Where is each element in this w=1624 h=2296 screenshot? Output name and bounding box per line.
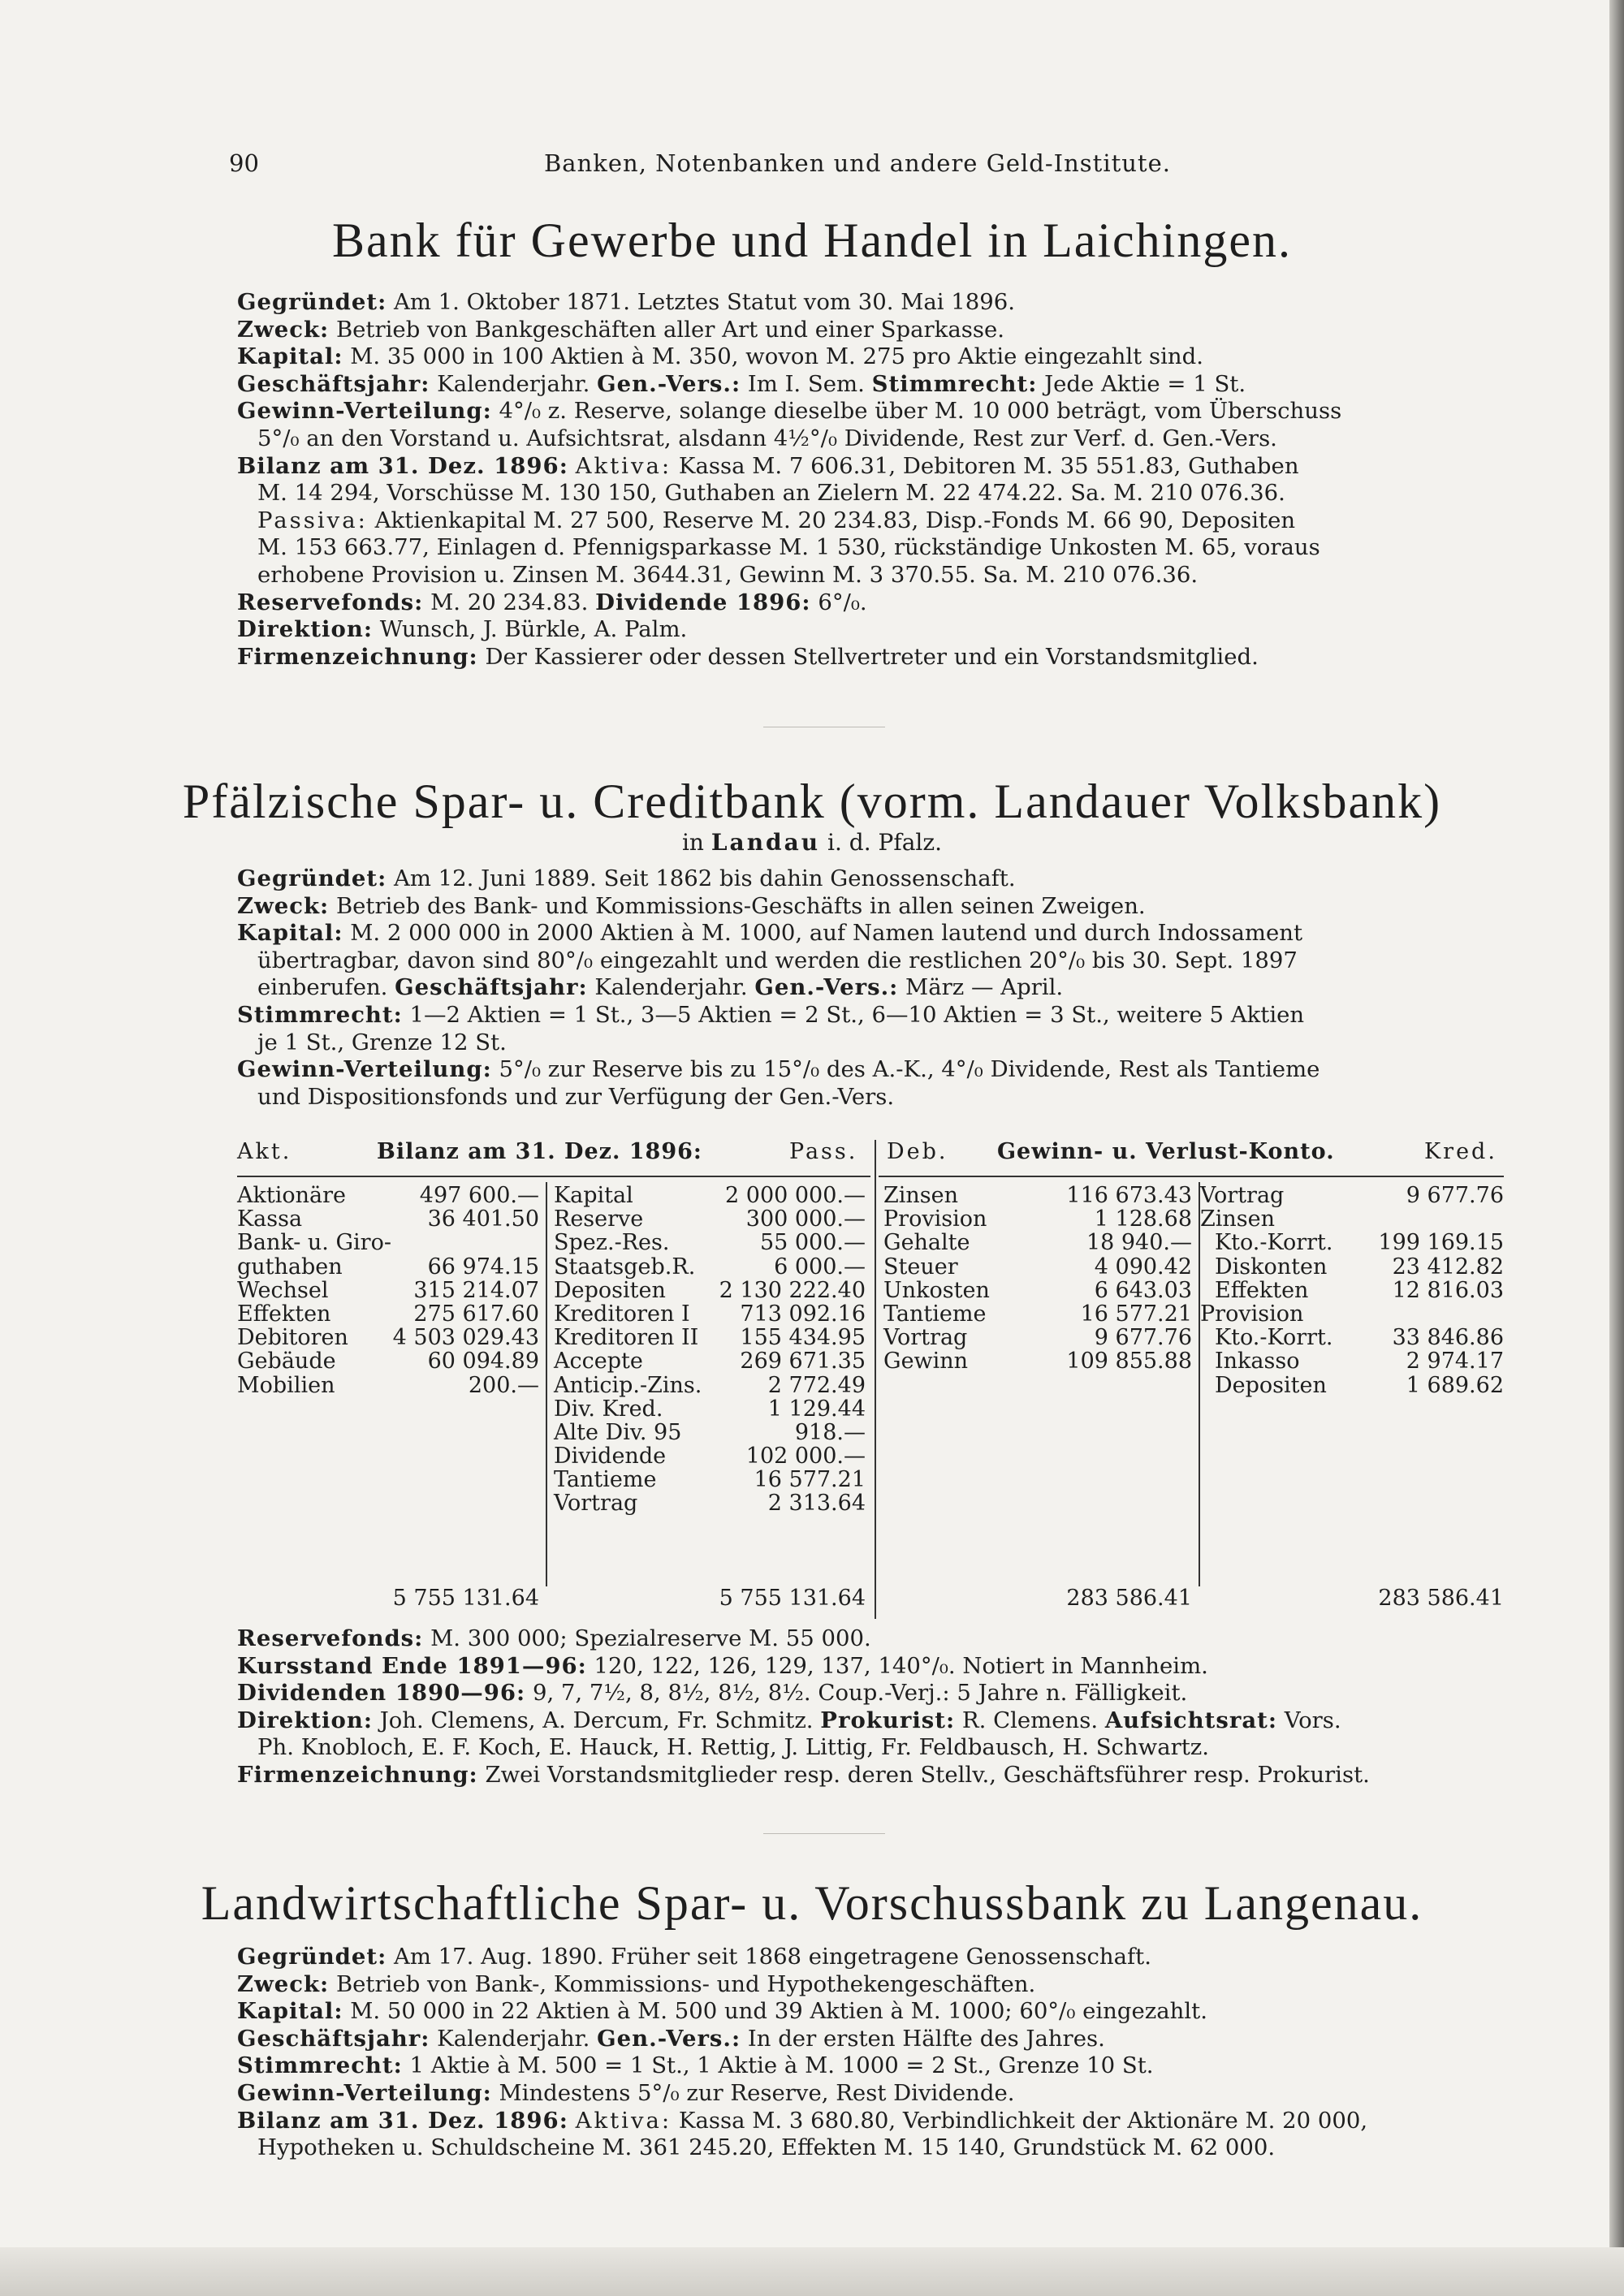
text-line [237, 1625, 1504, 1653]
text-line [237, 453, 1504, 481]
row-label: Staatsgeb.R. [554, 1254, 696, 1280]
field-text: 1—2 Aktien = 1 St., 3—5 Aktien = 2 St., 6—10 Aktien = 3 St., weitere 5 Aktien [402, 1001, 1305, 1028]
field-label: Direktion: [237, 1707, 373, 1733]
text-line [237, 562, 1504, 589]
row-amount: 109 855.88 [1066, 1349, 1192, 1375]
table-row [554, 1184, 866, 1207]
table-row [883, 1255, 1192, 1279]
table-row [554, 1255, 866, 1279]
field-text: 4°/₀ z. Reserve, solange dieselbe über M. 10 000 beträgt, vom Überschuss [491, 398, 1342, 425]
field-label: Dividende 1896: [595, 589, 811, 615]
kredit-label: Kred. [1424, 1139, 1497, 1164]
field-text: Joh. Clemens, A. Dercum, Fr. Schmitz. [372, 1707, 821, 1733]
table-row [1200, 1326, 1504, 1349]
field-text: Betrieb von Bank-, Kommissions- und Hypothekengeschäften. [329, 1970, 1036, 1997]
row-label: Vortrag [883, 1325, 968, 1351]
field-label: Reservefonds: [237, 1625, 424, 1651]
kredit-column [1200, 1184, 1504, 1397]
guv-heading: Gewinn- u. Verlust-Konto. [997, 1139, 1335, 1164]
table-row [237, 1374, 539, 1397]
field-label: Stimmrecht: [871, 370, 1038, 397]
table-row [554, 1207, 866, 1231]
text-line [237, 2134, 1504, 2162]
text-line [237, 1084, 1504, 1111]
balance-header-rule [237, 1176, 870, 1177]
field-text: Ph. Knobloch, E. F. Koch, E. Hauck, H. Rettig, J. Littig, Fr. Feldbausch, H. Schwartz. [257, 1734, 1210, 1761]
row-amount: 36 401.50 [427, 1206, 539, 1232]
field-label: Direktion: [237, 616, 373, 643]
aktiva-column [237, 1184, 539, 1397]
table-row [554, 1444, 866, 1468]
table-row [1200, 1184, 1504, 1207]
field-text: erhobene Provision u. Zinsen M. 3644.31, Gewinn M. 3 370.55. Sa. M. 210 076.36. [257, 561, 1199, 588]
field-text: Kassa M. 3 680.80, Verbindlichkeit der Aktionäre M. 20 000, [672, 2107, 1368, 2134]
row-amount: 2 974.17 [1406, 1349, 1504, 1375]
row-amount: 1 689.62 [1406, 1372, 1504, 1398]
field-text: einberufen. [257, 974, 395, 1001]
row-label: Spez.-Res. [554, 1230, 670, 1256]
field-text: Betrieb des Bank- und Kommissions-Geschäfts in allen seinen Zweigen. [329, 892, 1146, 919]
bank2-subtitle [0, 829, 1624, 856]
page-edge-right [1609, 0, 1624, 2296]
page-edge-bottom [0, 2247, 1624, 2296]
table-row [554, 1491, 866, 1515]
field-text: Aktienkapital M. 27 500, Reserve M. 20 234.83, Disp.-Fonds M. 66 90, Depositen [367, 507, 1296, 533]
row-label: Dividende [554, 1444, 667, 1470]
field-text: 5°/₀ zur Reserve bis zu 15°/₀ des A.-K., 4°/₀ Dividende, Rest als Tantieme [491, 1056, 1320, 1083]
row-label: Provision [1200, 1301, 1304, 1327]
aktiva-total: 5 755 131.64 [392, 1586, 539, 1611]
text-line [237, 2080, 1504, 2108]
row-amount: 2 772.49 [767, 1372, 866, 1398]
field-text: Vors. [1277, 1707, 1341, 1733]
table-row [554, 1397, 866, 1421]
table-row [237, 1184, 539, 1207]
row-amount: 497 600.— [419, 1183, 539, 1208]
running-title: Banken, Notenbanken und andere Geld-Institute. [544, 149, 1171, 177]
text-line [237, 2052, 1504, 2080]
table-row [883, 1184, 1192, 1207]
table-row [237, 1207, 539, 1231]
row-amount: 1 129.44 [767, 1396, 866, 1422]
field-label: Stimmrecht: [237, 2052, 403, 2079]
field-label: Gewinn-Verteilung: [237, 2079, 492, 2106]
field-label: Gen.-Vers.: [597, 370, 741, 397]
field-label: Zweck: [237, 316, 330, 343]
bank3-title: Landwirtschaftliche Spar- u. Vorschussbank zu Langenau. [201, 1876, 1423, 1930]
bank2-subtitle-post: i. d. Pfalz. [820, 829, 943, 856]
table-row [554, 1349, 866, 1373]
row-label: Gehalte [883, 1230, 970, 1256]
text-line [237, 2108, 1504, 2135]
row-amount: 102 000.— [745, 1444, 866, 1470]
row-label: Inkasso [1215, 1349, 1300, 1375]
table-row [554, 1279, 866, 1302]
row-amount: 23 412.82 [1392, 1254, 1504, 1280]
row-amount: 315 214.07 [413, 1277, 539, 1303]
text-line [237, 289, 1504, 317]
row-amount: 2 000 000.— [725, 1183, 866, 1208]
field-text: 1 Aktie à M. 500 = 1 St., 1 Aktie à M. 1000 = 2 St., Grenze 10 St. [402, 2052, 1154, 2079]
text-line [237, 480, 1504, 507]
field-text: Zwei Vorstandsmitglieder resp. deren Stellv., Geschäftsführer resp. Prokurist. [477, 1761, 1370, 1788]
row-amount: 199 169.15 [1378, 1230, 1504, 1256]
field-label: Gen.-Vers.: [754, 974, 899, 1001]
text-line [237, 644, 1504, 671]
row-label: Alte Div. 95 [554, 1419, 682, 1445]
row-label: Reserve [554, 1206, 644, 1232]
row-label: Zinsen [1200, 1206, 1276, 1232]
text-line [237, 974, 1504, 1002]
row-label: Bank- u. Giro- [237, 1230, 391, 1256]
field-label: Gen.-Vers.: [597, 2025, 741, 2052]
field-text: M. 14 294, Vorschüsse M. 130 150, Guthaben an Zielern M. 22 474.22. Sa. M. 210 076.36. [257, 480, 1285, 507]
guv-header-rule [879, 1176, 1504, 1177]
table-row [554, 1231, 866, 1254]
field-label: Kapital: [237, 1998, 343, 2025]
text-line [237, 2026, 1504, 2053]
field-label: Stimmrecht: [237, 1001, 403, 1028]
balance-table [237, 1140, 1504, 1619]
field-label: Zweck: [237, 892, 330, 919]
text-line [237, 893, 1504, 921]
field-label: Aufsichtsrat: [1104, 1707, 1278, 1733]
field-text: M. 20 234.83. [423, 589, 596, 615]
text-line [237, 507, 1504, 535]
bank2-subtitle-pre: in [681, 829, 711, 856]
text-line [237, 1971, 1504, 1999]
field-label: Dividenden 1890—96: [237, 1680, 526, 1707]
field-text: Aktiva: [575, 2107, 672, 2134]
row-amount: 155 434.95 [740, 1325, 866, 1351]
field-label: Zweck: [237, 1970, 330, 1997]
row-label: Zinsen [883, 1183, 959, 1208]
bank2-after [237, 1625, 1504, 1789]
table-row [237, 1231, 539, 1254]
table-row [237, 1302, 539, 1326]
row-label: Tantieme [883, 1301, 987, 1327]
table-row [1200, 1374, 1504, 1397]
table-row [1200, 1255, 1504, 1279]
text-line [237, 1029, 1504, 1057]
row-amount: 2 130 222.40 [719, 1277, 866, 1303]
text-line [237, 398, 1504, 425]
balance-guv-divider [875, 1140, 876, 1619]
table-row [237, 1349, 539, 1373]
row-amount: 55 000.— [759, 1230, 866, 1256]
table-row [883, 1279, 1192, 1302]
field-text [568, 453, 576, 479]
field-label: Gewinn-Verteilung: [237, 1056, 492, 1083]
table-row [554, 1302, 866, 1326]
text-line [237, 1707, 1504, 1735]
row-label: guthaben [237, 1254, 343, 1280]
text-line [237, 1944, 1504, 1971]
row-amount: 18 940.— [1086, 1230, 1192, 1256]
field-label: Firmenzeichnung: [237, 1761, 478, 1788]
row-label: Kapital [554, 1183, 633, 1208]
passiva-column [554, 1184, 866, 1516]
field-text: M. 50 000 in 22 Aktien à M. 500 und 39 Aktien à M. 1000; 60°/₀ eingezahlt. [343, 1998, 1207, 2025]
row-label: Steuer [883, 1254, 958, 1280]
text-line [237, 589, 1504, 617]
field-text: Kalenderjahr. [430, 2025, 598, 2052]
row-label: Depositen [554, 1277, 666, 1303]
field-label: Geschäftsjahr: [237, 370, 430, 397]
table-row [554, 1374, 866, 1397]
bank2-title: Pfälzische Spar- u. Creditbank (vorm. Landauer Volksbank) [182, 775, 1442, 828]
row-amount: 269 671.35 [740, 1349, 866, 1375]
field-label: Gegründet: [237, 289, 387, 315]
field-text: M. 2 000 000 in 2000 Aktien à M. 1000, auf Namen lautend und durch Indossament [343, 920, 1303, 947]
table-row [554, 1421, 866, 1444]
text-line [237, 616, 1504, 644]
row-label: Diskonten [1215, 1254, 1328, 1280]
field-text: März — April. [898, 974, 1064, 1001]
field-text: Passiva: [257, 507, 368, 533]
text-line [237, 1653, 1504, 1681]
row-label: Div. Kred. [554, 1396, 663, 1422]
field-text: Kalenderjahr. [587, 974, 755, 1001]
row-label: Effekten [237, 1301, 331, 1327]
row-label: Anticip.-Zins. [554, 1372, 702, 1398]
kredit-total: 283 586.41 [1378, 1586, 1504, 1611]
row-amount: 60 094.89 [427, 1349, 539, 1375]
field-label: Gegründet: [237, 1944, 387, 1970]
table-row [237, 1255, 539, 1279]
text-line [237, 1762, 1504, 1789]
row-label: Gewinn [883, 1349, 969, 1375]
table-row [554, 1326, 866, 1349]
field-text: übertragbar, davon sind 80°/₀ eingezahlt und werden die restlichen 20°/₀ bis 30. Sept. 1897 [257, 947, 1298, 973]
row-label: Kassa [237, 1206, 303, 1232]
row-label: Debitoren [237, 1325, 348, 1351]
field-text: Am 17. Aug. 1890. Früher seit 1868 eingetragene Genossenschaft. [387, 1944, 1151, 1970]
field-label: Gewinn-Verteilung: [237, 398, 492, 425]
row-label: Kto.-Korrt. [1215, 1230, 1333, 1256]
field-label: Geschäftsjahr: [395, 974, 588, 1001]
field-label: Kursstand Ende 1891—96: [237, 1652, 587, 1679]
row-amount: 713 092.16 [740, 1301, 866, 1327]
row-amount: 9 677.76 [1406, 1183, 1504, 1208]
text-line [237, 1680, 1504, 1707]
row-amount: 1 128.68 [1094, 1206, 1192, 1232]
field-text: 9, 7, 7½, 8, 8½, 8½, 8½. Coup.-Verj.: 5 Jahre n. Fälligkeit. [525, 1680, 1188, 1707]
row-label: Provision [883, 1206, 987, 1232]
field-text: Am 1. Oktober 1871. Letztes Statut vom 30. Mai 1896. [387, 289, 1016, 315]
row-label: Kto.-Korrt. [1215, 1325, 1333, 1351]
field-text: Kalenderjahr. [430, 370, 598, 397]
field-label: Reservefonds: [237, 589, 424, 615]
row-amount: 33 846.86 [1392, 1325, 1504, 1351]
debet-total: 283 586.41 [1066, 1586, 1192, 1611]
row-label: Effekten [1215, 1277, 1309, 1303]
field-text: 5°/₀ an den Vorstand u. Aufsichtsrat, alsdann 4½°/₀ Dividende, Rest zur Verf. d. Gen.-Vers. [257, 425, 1277, 451]
row-amount: 300 000.— [745, 1206, 866, 1232]
row-label: Mobilien [237, 1372, 335, 1398]
table-row [1200, 1349, 1504, 1373]
row-label: Gebäude [237, 1349, 336, 1375]
text-line [237, 534, 1504, 562]
row-label: Depositen [1215, 1372, 1327, 1398]
table-row [883, 1326, 1192, 1349]
text-line [237, 1056, 1504, 1084]
field-text: Der Kassierer oder dessen Stellvertreter und ein Vorstandsmitglied. [477, 643, 1259, 670]
field-text: Aktiva: [575, 452, 672, 479]
bank2-city: Landau [710, 829, 821, 856]
table-row [237, 1279, 539, 1302]
row-amount: 6 643.03 [1094, 1277, 1192, 1303]
table-row [237, 1326, 539, 1349]
field-text: Im I. Sem. [741, 370, 872, 397]
passiva-label: Pass. [789, 1139, 858, 1164]
field-text: je 1 St., Grenze 12 St. [257, 1029, 507, 1055]
row-amount: 16 577.21 [1080, 1301, 1192, 1327]
table-row [554, 1468, 866, 1491]
aktiva-label: Akt. [237, 1139, 292, 1164]
text-line [237, 343, 1504, 371]
text-line [237, 1998, 1504, 2026]
row-amount: 4 090.42 [1094, 1254, 1192, 1280]
text-line [237, 1734, 1504, 1762]
field-text: Mindestens 5°/₀ zur Reserve, Rest Dividende. [491, 2079, 1015, 2106]
row-label: Vortrag [554, 1491, 638, 1517]
debet-label: Deb. [887, 1139, 948, 1164]
text-line [237, 865, 1504, 893]
table-row [883, 1231, 1192, 1254]
field-text: Jede Aktie = 1 St. [1037, 370, 1246, 397]
row-label: Kreditoren II [554, 1325, 699, 1351]
bank3-entry [237, 1944, 1504, 2162]
field-label: Kapital: [237, 920, 343, 947]
bank2-entry [237, 865, 1504, 1111]
balance-col-divider [546, 1182, 547, 1586]
text-line [237, 920, 1504, 947]
field-text: 6°/₀. [810, 589, 867, 615]
field-text: R. Clemens. [955, 1707, 1105, 1733]
table-row [1200, 1279, 1504, 1302]
field-text: M. 300 000; Spezialreserve M. 55 000. [423, 1625, 871, 1651]
row-amount: 4 503 029.43 [392, 1325, 539, 1351]
table-row [1200, 1231, 1504, 1254]
field-text: Am 12. Juni 1889. Seit 1862 bis dahin Genossenschaft. [387, 865, 1016, 891]
row-label: Accepte [554, 1349, 643, 1375]
field-text [568, 2108, 576, 2134]
table-row [1200, 1302, 1504, 1326]
table-row [883, 1349, 1192, 1373]
field-text: und Dispositionsfonds und zur Verfügung der Gen.-Vers. [257, 1083, 895, 1110]
field-text: Kassa M. 7 606.31, Debitoren M. 35 551.83, Guthaben [672, 452, 1299, 479]
debet-column [883, 1184, 1192, 1374]
field-label: Gegründet: [237, 865, 387, 891]
row-amount: 2 313.64 [767, 1491, 866, 1517]
row-amount: 918.— [794, 1419, 866, 1445]
row-amount: 275 617.60 [413, 1301, 539, 1327]
bank1-entry [237, 289, 1504, 671]
row-amount: 9 677.76 [1094, 1325, 1192, 1351]
field-label: Bilanz am 31. Dez. 1896: [237, 452, 568, 479]
text-line [237, 947, 1504, 975]
bank1-title: Bank für Gewerbe und Handel in Laichingen. [332, 214, 1292, 267]
table-row [883, 1302, 1192, 1326]
row-label: Unkosten [883, 1277, 990, 1303]
field-label: Bilanz am 31. Dez. 1896: [237, 2107, 568, 2134]
field-text: Hypotheken u. Schuldscheine M. 361 245.20, Effekten M. 15 140, Grundstück M. 62 000. [257, 2134, 1276, 2161]
row-amount: 66 974.15 [427, 1254, 539, 1280]
table-row [883, 1207, 1192, 1231]
field-text: Wunsch, J. Bürkle, A. Palm. [372, 616, 688, 643]
table-row [1200, 1207, 1504, 1231]
text-line [237, 425, 1504, 453]
text-line [237, 371, 1504, 399]
row-label: Kreditoren I [554, 1301, 690, 1327]
row-label: Wechsel [237, 1277, 329, 1303]
field-text: M. 153 663.77, Einlagen d. Pfennigsparkasse M. 1 530, rückständige Unkosten M. 65, voraus [257, 534, 1320, 561]
row-amount: 12 816.03 [1392, 1277, 1504, 1303]
row-amount: 200.— [468, 1372, 539, 1398]
page-number: 90 [229, 149, 259, 177]
field-label: Firmenzeichnung: [237, 643, 478, 670]
row-amount: 16 577.21 [754, 1467, 866, 1493]
row-label: Tantieme [554, 1467, 657, 1493]
field-text: In der ersten Hälfte des Jahres. [741, 2025, 1105, 2052]
row-label: Vortrag [1200, 1183, 1285, 1208]
field-text: 120, 122, 126, 129, 137, 140°/₀. Notiert in Mannheim. [586, 1652, 1208, 1679]
section-divider [763, 1833, 885, 1834]
balance-heading: Bilanz am 31. Dez. 1896: [377, 1139, 702, 1164]
text-line [237, 317, 1504, 344]
passiva-total: 5 755 131.64 [719, 1586, 866, 1611]
row-label: Aktionäre [237, 1183, 346, 1208]
field-label: Kapital: [237, 343, 343, 370]
row-amount: 116 673.43 [1066, 1183, 1192, 1208]
field-text: M. 35 000 in 100 Aktien à M. 350, wovon M. 275 pro Aktie eingezahlt sind. [343, 343, 1203, 370]
text-line [237, 1002, 1504, 1029]
field-label: Prokurist: [820, 1707, 956, 1733]
field-label: Geschäftsjahr: [237, 2025, 430, 2052]
field-text: Betrieb von Bankgeschäften aller Art und einer Sparkasse. [329, 316, 1004, 343]
row-amount: 6 000.— [774, 1254, 866, 1280]
